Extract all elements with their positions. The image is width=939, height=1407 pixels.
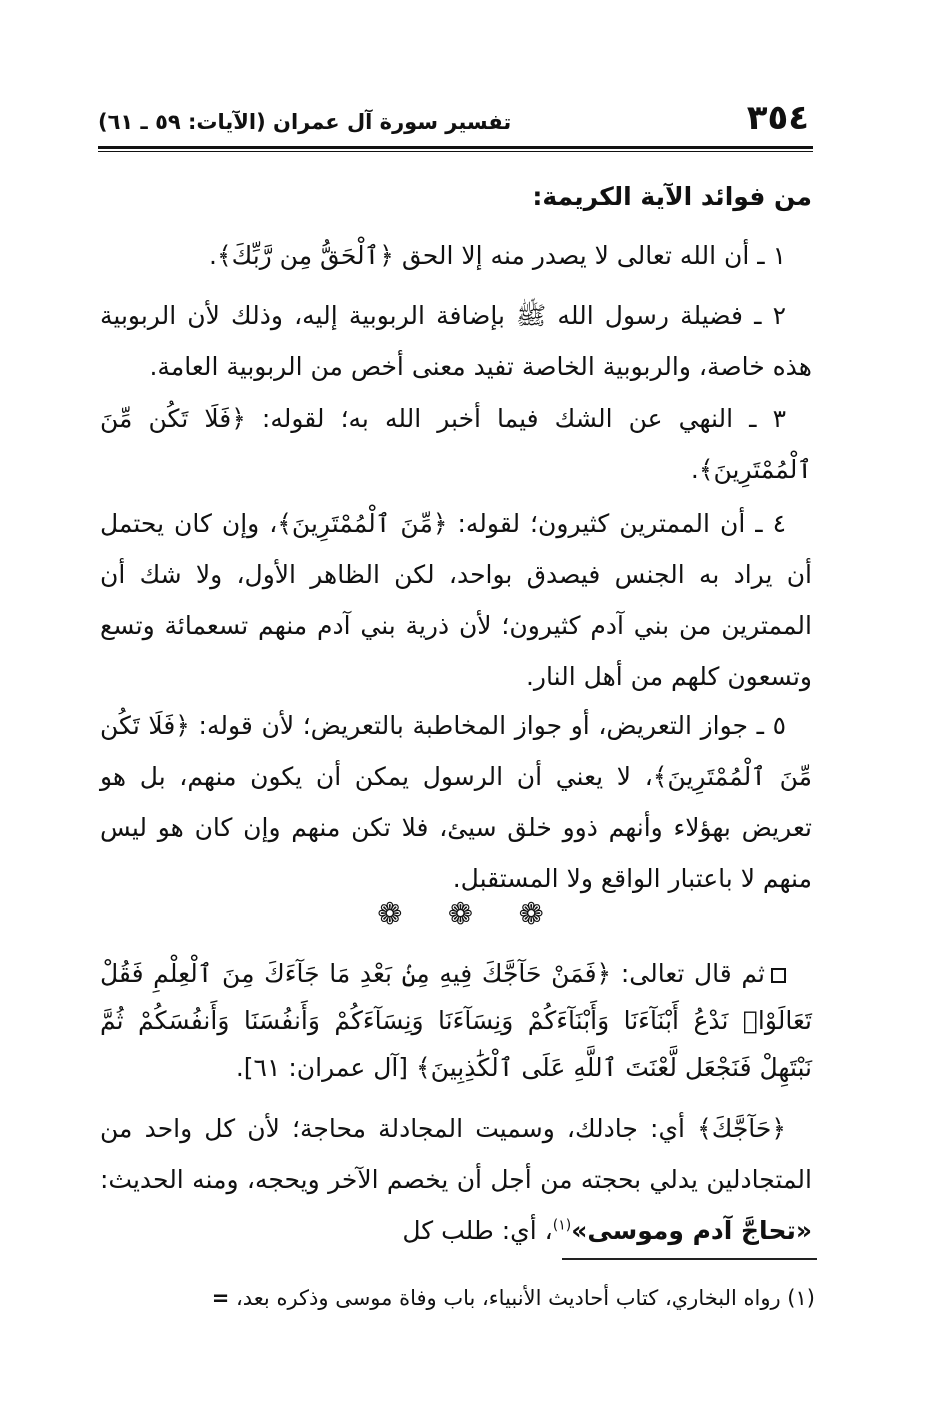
hadith-quote: «تحاجَّ آدم وموسى»: [571, 1216, 812, 1245]
explanation-text-2: ، أي: طلب كل: [402, 1216, 553, 1245]
verse-intro: ثم قال تعالى:: [620, 959, 765, 988]
explanation-paragraph: [100, 1103, 812, 1256]
header-rule-thick: [98, 146, 813, 149]
section-separator: ❁ ❁ ❁: [377, 897, 562, 932]
running-header: [98, 98, 813, 144]
benefit-paragraph-2: ٢ ـ فضيلة رسول الله ﷺ بإضافة الربوبية إليه، وذلك لأن الربوبية هذه خاصة، والربوبية الخاصة تفيد معنى أخص من الربوبية العامة.: [100, 301, 812, 381]
footnote-text: (١) رواه البخاري، كتاب أحاديث الأنبياء، باب وفاة موسى وذكره بعد،: [236, 1286, 815, 1310]
footnote-reference[interactable]: (١): [552, 1217, 572, 1234]
benefit-paragraph-3: ٣ ـ النهي عن الشك فيما أخبر الله به؛ لقوله: ﴿فَلَا تَكُن مِّنَ ٱلْمُمْتَرِينَ﴾.: [100, 404, 812, 484]
footnote-continuation-mark: =: [211, 1286, 230, 1310]
footnote: [85, 1280, 815, 1316]
verse-paragraph: [100, 950, 812, 1091]
verse-reference: [آل عمران: ٦١].: [235, 1053, 409, 1082]
quran-verse: ﴿فَمَنْ حَآجَّكَ فِيهِ مِنۢ بَعْدِ مَا جَآءَكَ مِنَ ٱلْعِلْمِ فَقُلْ تَعَالَوْا۟ نَدْعُ أَبْنَآءَنَا وَأَبْنَآءَكُمْ وَنِسَآءَنَا وَنِسَآءَكُمْ وَأَنفُسَنَا وَأَنفُسَكُمْ ثُمَّ نَبْتَهِلْ فَنَجْعَل لَّعْنَتَ ٱللَّهِ عَلَى ٱلْكَٰذِبِينَ﴾: [100, 959, 812, 1082]
explanation-text-1: ﴿حَآجَّكَ﴾ أي: جادلك، وسميت المجادلة محاجة؛ لأن كل واحد من المتجادلين يدلي بحجته من أجل أن يخصم الآخر ويحجه، ومنه الحديث:: [100, 1114, 812, 1194]
section-title: من فوائد الآية الكريمة:: [532, 182, 812, 211]
benefit-paragraph-4: ٤ ـ أن الممترين كثيرون؛ لقوله: ﴿مِّنَ ٱلْمُمْتَرِينَ﴾، وإن كان يحتمل أن يراد به الجنس فيصدق بواحد، لكن الظاهر الأول، ولا شك أن الممترين من بني آدم كثيرون؛ لأن ذرية بني آدم منهم تسعمائة وتسع وتسعون كلهم من أهل النار.: [100, 509, 812, 691]
footnote-rule: [562, 1258, 817, 1260]
running-header-title: تفسير سورة آل عمران (الآيات: ٥٩ ـ ٦١): [98, 110, 512, 134]
square-bullet-icon: [771, 968, 786, 983]
header-rule-thin: [98, 151, 813, 152]
page-number: ٣٥٤: [746, 98, 809, 138]
benefit-paragraph-5: ٥ ـ جواز التعريض، أو جواز المخاطبة بالتعريض؛ لأن قوله: ﴿فَلَا تَكُن مِّنَ ٱلْمُمْتَرِينَ﴾، لا يعني أن الرسول يمكن أن يكون منهم، بل هو تعريض بهؤلاء وأنهم ذوو خلق سيئ، فلا تكن منهم وإن كان هو ليس منهم لا باعتبار الواقع ولا المستقبل.: [100, 711, 812, 893]
benefit-paragraph-1: ١ ـ أن الله تعالى لا يصدر منه إلا الحق ﴿ٱلْحَقُّ مِن رَّبِّكَ﴾.: [209, 241, 786, 270]
